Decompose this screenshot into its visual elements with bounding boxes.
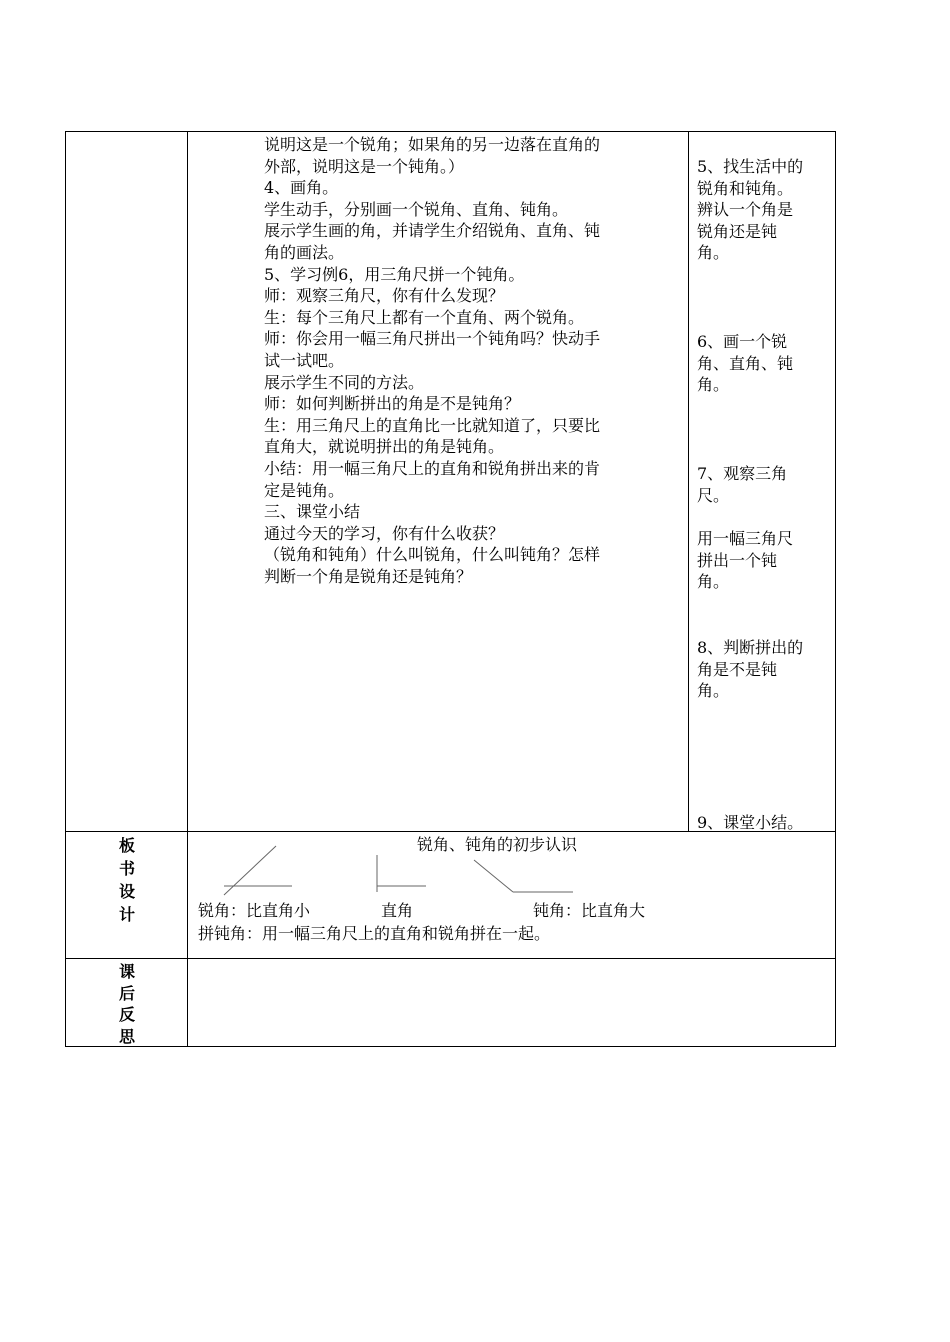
process-line: 通过今天的学习，你有什么收获？: [264, 523, 505, 543]
process-line: 学生动手，分别画一个锐角、直角、钝角。: [264, 199, 569, 219]
table-bottom-border: [65, 1046, 836, 1047]
table-left-border: [65, 131, 66, 1047]
design-note-7b: 用一幅三角尺 拼出一个钝 角。: [697, 529, 794, 592]
process-line: （锐角和钝角）什么叫锐角，什么叫钝角？怎样: [264, 545, 601, 565]
board-design-label: 板 书 设 计: [118, 836, 135, 924]
process-line: 师：你会用一幅三角尺拼出一个钝角吗？快动手: [264, 329, 601, 349]
board-acute-label: 锐角：比直角小: [198, 901, 311, 920]
process-line: 试一试吧。: [264, 351, 345, 370]
board-right-label: 直角: [381, 901, 414, 920]
process-line: 5、学习例6，用三角尺拼一个钝角。: [264, 264, 525, 284]
process-line: 4、画角。: [264, 178, 339, 198]
process-line: 生：用三角尺上的直角比一比就知道了，只要比: [264, 415, 601, 435]
design-note-9: 9、课堂小结。: [697, 813, 804, 832]
process-line: 说明这是一个锐角；如果角的另一边落在直角的: [264, 135, 601, 154]
process-line: 展示学生不同的方法。: [264, 372, 425, 392]
table-col-divider-2: [688, 131, 689, 832]
design-note-5: 5、找生活中的 锐角和钝角。 辨认一个角是 锐角还是钝 角。: [697, 157, 804, 263]
reflection-content: [188, 959, 835, 1046]
process-line: 直角大，就说明拼出的角是钝角。: [264, 437, 505, 457]
design-note-6: 6、画一个锐 角、直角、钝 角。: [697, 332, 794, 395]
obtuse-angle-sketch: [474, 860, 573, 892]
reflection-label: 课 后 反 思: [118, 962, 135, 1046]
process-line: 师：观察三角尺，你有什么发现？: [264, 286, 505, 306]
process-line: 三、课堂小结: [264, 502, 361, 522]
board-combine-text: 拼钝角：用一幅三角尺上的直角和锐角拼在一起。: [198, 924, 551, 943]
process-line: 判断一个角是锐角还是钝角？: [264, 567, 473, 586]
process-line: 展示学生画的角，并请学生介绍锐角、直角、钝: [264, 221, 601, 241]
right-angle-sketch: [377, 855, 426, 892]
board-obtuse-label: 钝角：比直角大: [533, 901, 646, 920]
board-title: 锐角、钝角的初步认识: [417, 835, 578, 854]
process-line: 生：每个三角尺上都有一个直角、两个锐角。: [264, 307, 585, 327]
process-line: 小结：用一幅三角尺上的直角和锐角拼出来的肯: [264, 459, 601, 478]
table-right-border: [835, 131, 836, 1047]
process-line: 外部，说明这是一个钝角。）: [264, 156, 465, 176]
table-top-border: [65, 131, 836, 132]
design-note-8: 8、判断拼出的 角是不是钝 角。: [697, 638, 804, 701]
table-col-divider-1: [187, 131, 188, 1047]
process-line: 定是钝角。: [264, 480, 345, 500]
process-line: 角的画法。: [264, 243, 345, 262]
design-note-7: 7、观察三角 尺。: [697, 464, 788, 505]
acute-angle-sketch: [224, 846, 292, 895]
process-line: 师：如何判断拼出的角是不是钝角？: [264, 394, 521, 414]
